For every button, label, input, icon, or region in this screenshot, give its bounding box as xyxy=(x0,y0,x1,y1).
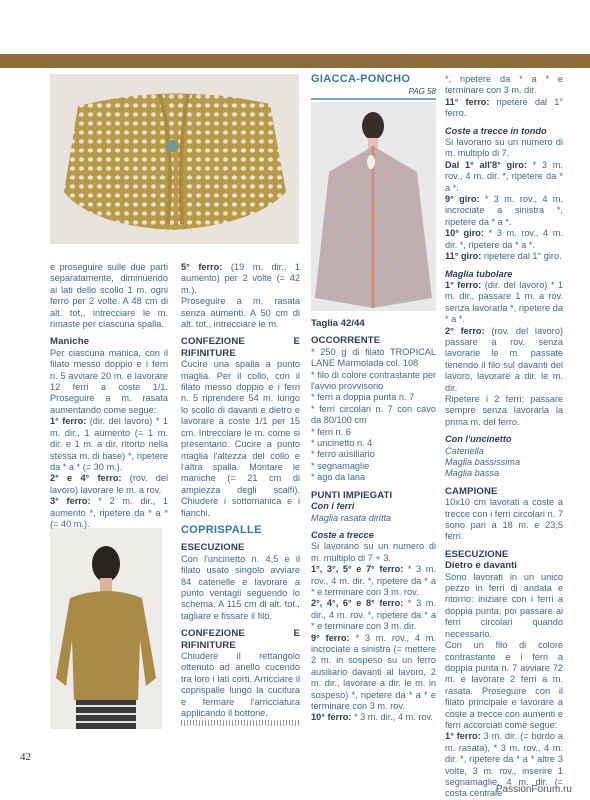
tondo-subheading: Coste a trecce in tondo xyxy=(445,125,547,136)
intro-text: e proseguire sulle due parti separatamente, diminuendo ai lati dello scollo 1 m. ogni ferro per 2 volte. A 48 cm di alt. tot., intrecciare le m. rimaste per ciascuna spalla. xyxy=(50,262,168,330)
campione-heading: CAMPIONE xyxy=(445,485,498,497)
esecuzione-poncho-heading: ESECUZIONE xyxy=(445,548,509,560)
uncinetto-item: Catenella xyxy=(445,445,484,456)
occorrente-item: * ferri a doppia punta n. 7 xyxy=(311,392,415,403)
tondo-round-11: 11° giro: ripetere dal 1° giro. xyxy=(445,251,562,262)
trecce-row-odd: 1°, 3°, 5° e 7° ferro: * 3 m. rov., 4 m. dir. *, ripetere da * a * e terminare con 3 m. rov. xyxy=(311,564,436,597)
trecce-row-11: 11° ferro: ripetere dal 1° ferro. xyxy=(445,96,563,119)
maniche-row-2-4: 2° e 4° ferro: (rov. del lavoro) lavorare le m. a rov. xyxy=(50,473,169,495)
taglia-label: Taglia 42/44 xyxy=(311,318,365,329)
page-number: 42 xyxy=(20,751,31,763)
trecce-subheading: Coste a trecce xyxy=(311,529,374,540)
trecce-text: Si lavorano su un numero di m. multiplo di 7 + 3. xyxy=(311,541,436,563)
esecuzione-text: Con l'uncinetto n. 4,5 e il filato usato singolo avviare 84 catenelle e lavorare a punto ventagli seguendo lo schema. A 115 cm di alt. tot., tagliare e fissare il filo. xyxy=(181,553,300,621)
maniche-row-3: 3° ferro: * 2 m. dir., 1 aumento *, ripetere da * a * (= 40 m.). xyxy=(50,496,168,529)
occorrente-item: * 250 g di filato TROPICAL LANE Marmolada col. 108 xyxy=(311,346,436,369)
sleeve-row-5: 5° ferro: (19 m. dir., 1 aumento) per 2 volte (= 42 m.). xyxy=(181,262,300,295)
occorrente-item: * ferri circolari n. 7 con cavo da 80/100 cm xyxy=(311,403,436,426)
uncinetto-item: Maglia bassa xyxy=(445,468,500,479)
esecuzione-row-1: 1° ferro: 3 m. dir. (= bordo a m. rasata), * 3 m. rov., 4 m. dir. *, ripetere da * a * altre 3 volte, 3 m. rov., inserire 1 segnamaglie, 4 m. dir. (= costa centrale xyxy=(445,731,564,799)
watermark: PassionForum.ru xyxy=(495,784,572,795)
cowl-photo xyxy=(50,74,299,244)
tubolare-repeat: Ripetere i 2 ferri: passare sempre senza lavorarla la prima m. del ferro. xyxy=(445,393,563,427)
tondo-round-10: 10° giro: * 3 m. rov., 4 m. dir. *, ripetere da * a *. xyxy=(445,228,563,250)
poncho-illustration xyxy=(311,102,436,311)
occorrente-item: * ferri n. 6 xyxy=(311,426,351,437)
column-1 xyxy=(50,262,168,530)
maniche-text: Per ciascuna manica, con il filato messo doppio e i ferri n. 5 avviare 20 m. e lavorare 12 ferri a coste 1/1. Proseguire a m. rasata aumentando come segue: xyxy=(50,347,168,415)
trecce-row-10: 10° ferro: * 3 m. dir., 4 m. rov. xyxy=(311,712,433,723)
coprispalle-title: COPRISPALLE xyxy=(181,523,262,536)
tubolare-row-1: 1° ferro: (dir. del lavoro) * 1 m. dir., passare 1 m. a rov. senza lavorarla *, ripetere da * a *. xyxy=(445,279,564,325)
dietro-davanti-subheading: Dietro e davanti xyxy=(445,560,517,572)
uncinetto-subheading: Con l'uncinetto xyxy=(445,434,512,445)
confezione-heading: CONFEZIONE E RIFINITURE xyxy=(181,336,300,359)
maniche-heading: Maniche xyxy=(50,336,90,348)
trecce-row-even: 2°, 4°, 6° e 8° ferro: * 3 m. dir., 4 m. rov. *, ripetere da * a * e terminare con 3 m. dir. xyxy=(311,598,436,632)
confezione-text: Cucire una spalla a punto maglia. Per il collo, con il filato messo doppio e i ferri n. 5 riprendere 54 m. lungo lo scollo di davanti e dietro e lavorare a coste 1/1 per 15 cm. Intrecciare le m. come si presentano. Cucire a punto maglia l'altezza del collo e l'altra spalla. Montare le maniche (= 21 cm di ampiezza degli scalfi). Chiudere i sottomanica e i fianchi. xyxy=(181,359,300,518)
section-end-ruler xyxy=(181,720,300,726)
ferri-subheading: Con i ferri xyxy=(311,501,355,512)
column-4 xyxy=(445,74,563,800)
top-color-bar xyxy=(0,54,590,68)
tondo-text: Si lavorano su un numero di m. multiplo di 7. xyxy=(445,137,563,159)
sleeve-continue: Proseguire a m. rasata senza aumenti. A 50 cm di alt. tot., intrecciare le m. xyxy=(181,296,300,330)
page-reference: PAG 58 xyxy=(408,87,436,97)
occorrente-item: * segnamaglie xyxy=(311,460,370,471)
punti-heading: PUNTI IMPIEGATI xyxy=(311,489,393,501)
occorrente-item: * uncinetto n. 4 xyxy=(311,438,373,449)
poncho-photo xyxy=(311,102,436,311)
sweater-photo xyxy=(50,528,162,729)
campione-text: 10x10 cm lavorati a coste a trecce con i ferri circolari n. 7 sono pari a 18 m. e 23,5 ferri. xyxy=(445,497,563,542)
poncho-header xyxy=(311,74,436,98)
uncinetto-item: Maglia bassissima xyxy=(445,457,521,467)
poncho-title: GIACCA-PONCHO xyxy=(311,73,411,85)
ferri-text: Maglia rasata diritta xyxy=(311,512,392,523)
esecuzione-heading: ESECUZIONE xyxy=(181,542,245,554)
sweater-illustration xyxy=(50,528,162,729)
esecuzione-poncho-text-2: Con un filo di colore contrastante e i ferri a doppia punta n. 7 avviare 72 m. e lavorare 2 ferri a m. rasata. Proseguire con il filato principale e lavorare a coste a trecce con aumenti e ferri accorciati come segue: xyxy=(445,640,563,730)
column-2 xyxy=(181,262,300,719)
confezione2-text: Chiudere il rettangolo ottenuto ad anello cucendo tra loro i lati corti. Arricciare il coprispalle lungo la cucitura e fermare l'arricciatura applicando il bottone. xyxy=(181,651,300,719)
maniche-row-1: 1° ferro: (dir. del lavoro) * 1 m. dir., 1 aumento (= 1 m. dir. e 1 m. a dir. ritorto nella stessa m. di base) *, ripetere da * a * (= 30 m.). xyxy=(50,416,169,472)
tondo-round-9: 9° giro: * 3 m. rov., 4 m. incrociate a sinistra *, ripetere da * a *. xyxy=(445,194,563,227)
occorrente-item: * filo di colore contrastante per l'avvio provvisorio xyxy=(311,369,436,392)
occorrente-item: * ferro ausiliario xyxy=(311,449,375,460)
cowl-illustration xyxy=(50,74,299,244)
column-3 xyxy=(311,318,436,724)
row-10-continue: *, ripetere da * a * e terminare con 3 m. dir. xyxy=(445,74,563,96)
tubolare-row-2: 2° ferro: (rov. del lavoro) passare a rov. senza lavorarle le m. passate tenendo il filo sul davanti del lavoro, lavorare a dir. le m. dir. xyxy=(445,325,563,393)
tondo-rounds-1-8: Dal 1° all'8° giro: * 3 m. rov., 4 m. dir. *, ripetere da * a *. xyxy=(445,159,563,193)
trecce-row-9: 9° ferro: * 3 m. rov., 4 m. incrociate a sinistra (= mettere 2 m. in sospeso su un ferro ausiliario davanti al lavoro, 2 m. dir., lavorare a dir. le m. in sospeso) *, ripetere da * a * e terminare con 3 m. rov. xyxy=(311,632,436,711)
occorrente-heading: OCCORRENTE xyxy=(311,335,381,347)
occorrente-item: * ago da lana xyxy=(311,472,366,483)
poncho-title-rule xyxy=(311,98,436,100)
tubolare-subheading: Maglia tubolare xyxy=(445,268,513,279)
esecuzione-poncho-text: Sono lavorati in un unico pezzo in ferri di andata e ritorno: iniziare con i ferri a doppia punta, poi passare ai ferri circolari quando necessario. xyxy=(445,571,563,639)
confezione2-heading: CONFEZIONE E RIFINITURE xyxy=(181,628,300,651)
